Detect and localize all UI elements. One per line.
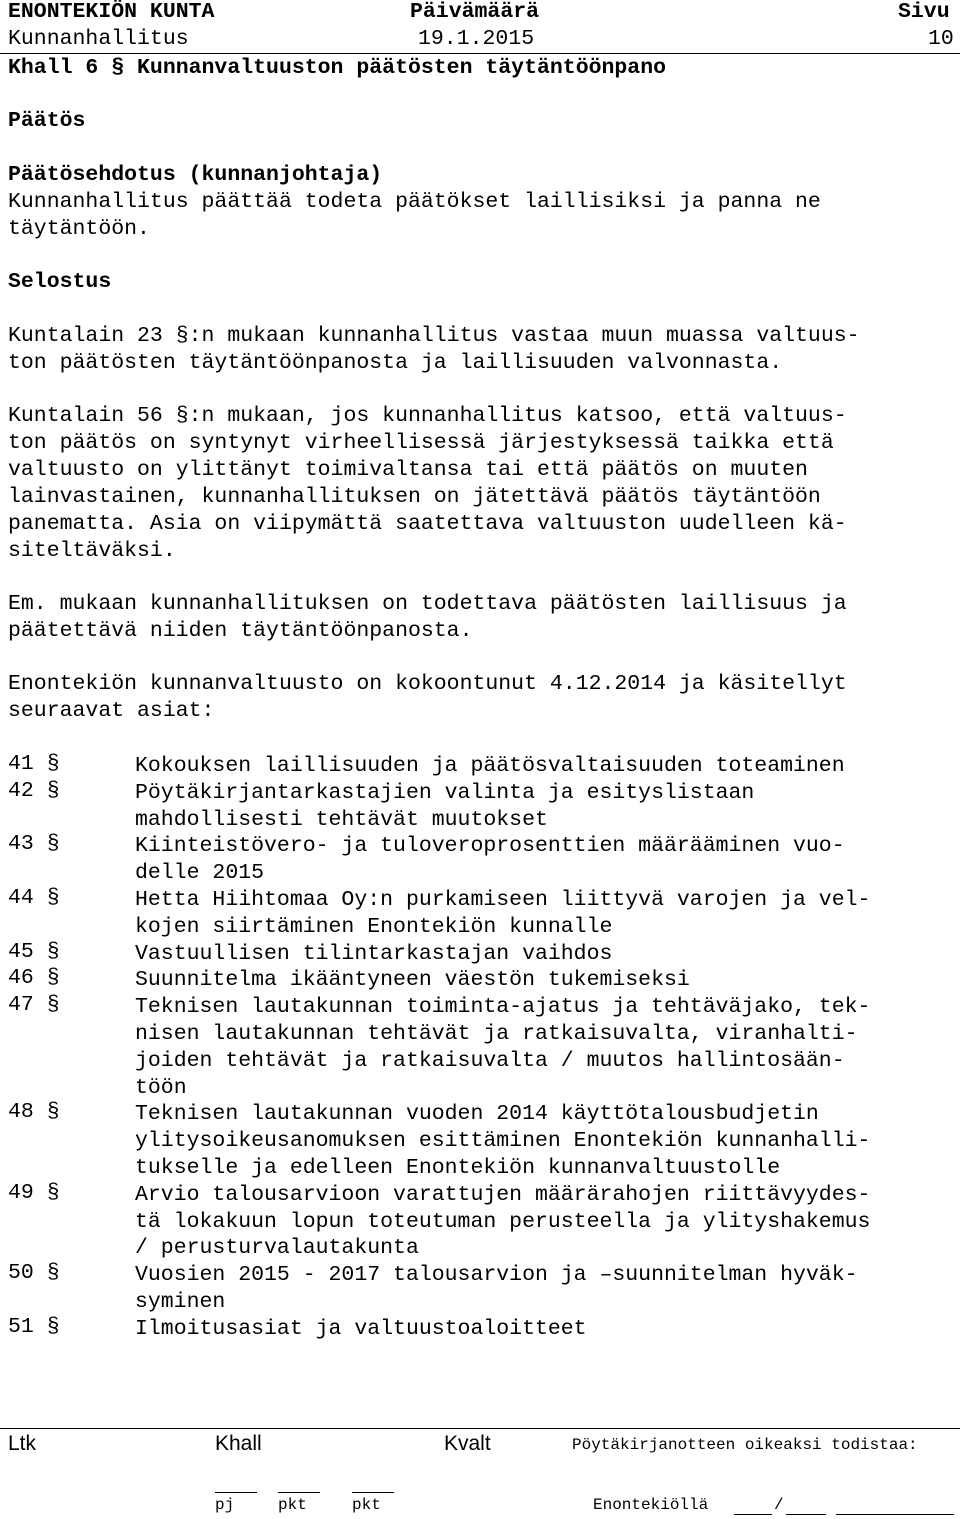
pkt2-blank <box>352 1492 394 1493</box>
proposal-line-1: Kunnanhallitus päättää todeta päätökset laillisiksi ja panna ne <box>8 190 821 214</box>
footer-pkt-1: pkt <box>278 1496 307 1514</box>
para2-line-6: siteltäväksi. <box>8 539 176 563</box>
meeting-date: 19.1.2015 <box>418 27 535 51</box>
pj-blank <box>215 1492 257 1493</box>
agenda-item-line: kojen siirtäminen Enontekiön kunnalle <box>135 914 613 939</box>
agenda-item-title <box>135 941 955 968</box>
agenda-item-number: 48 § <box>8 1100 60 1125</box>
day-blank <box>734 1514 772 1515</box>
agenda-item-title <box>135 967 955 994</box>
agenda-item-line: delle 2015 <box>135 861 265 886</box>
footer-pkt-2: pkt <box>352 1496 381 1514</box>
agenda-item-line: / perusturvalautakunta <box>135 1236 419 1261</box>
agenda-item-line: Ilmoitusasiat ja valtuustoaloitteet <box>135 1316 587 1341</box>
header-rule <box>0 53 960 54</box>
date-label: Päivämäärä <box>410 0 540 24</box>
agenda-item-number: 41 § <box>8 752 60 776</box>
agenda-item-title <box>135 1316 955 1343</box>
agenda-item-line: Kokouksen laillisuuden ja päätösvaltaisuuden toteaminen <box>135 754 845 778</box>
agenda-item-line: joiden tehtävät ja ratkaisuvalta / muutos hallintosään- <box>135 1048 845 1073</box>
agenda-item-line: Vastuullisen tilintarkastajan vaihdos <box>135 941 613 966</box>
para2-line-3: valtuusto on ylittänyt toimivaltansa tai että päätös on muuten <box>8 458 808 482</box>
agenda-item-line: Teknisen lautakunnan vuoden 2014 käyttötalousbudjetin <box>135 1102 819 1127</box>
para3-line-2: päätettävä niiden täytäntöönpanosta. <box>8 619 473 643</box>
agenda-item-number: 44 § <box>8 886 60 910</box>
agenda-item-number: 45 § <box>8 939 60 964</box>
pkt1-blank <box>278 1492 320 1493</box>
agenda-item-number: 47 § <box>8 993 60 1018</box>
agenda-item-title <box>135 833 955 887</box>
page-label: Sivu <box>898 0 950 24</box>
agenda-item-title <box>135 994 955 1101</box>
agenda-item-title <box>135 1262 955 1316</box>
agenda-item-title <box>135 753 955 780</box>
para4-line-1: Enontekiön kunnanvaltuusto on kokoontunut 4.12.2014 ja käsitellyt <box>8 672 847 696</box>
agenda-item-line: tä lokakuun lopun toteutuman perusteella ja ylityshakemus <box>135 1209 871 1234</box>
page-number: 10 <box>928 27 954 51</box>
agenda-item-number: 42 § <box>8 778 60 803</box>
footer-kvalt: Kvalt <box>444 1432 491 1455</box>
agenda-item-title <box>135 1182 955 1262</box>
para2-line-5: panematta. Asia on viipymättä saatettava valtuuston uudelleen kä- <box>8 512 847 536</box>
footer-ltk: Ltk <box>8 1432 37 1455</box>
agenda-item-title <box>135 887 955 941</box>
para1-line-1: Kuntalain 23 §:n mukaan kunnanhallitus vastaa muun muassa valtuus- <box>8 324 860 348</box>
agenda-item-title <box>135 1101 955 1181</box>
para2-line-1: Kuntalain 56 §:n mukaan, jos kunnanhallitus katsoo, että valtuus- <box>8 404 847 428</box>
para2-line-4: lainvastainen, kunnanhallituksen on jätettävä päätös täytäntöön <box>8 485 821 509</box>
agenda-item-number: 51 § <box>8 1314 60 1339</box>
agenda-item-title <box>135 780 955 834</box>
agenda-item-line: Teknisen lautakunnan toiminta-ajatus ja tehtäväjako, tek- <box>135 995 871 1020</box>
agenda-item-line: Vuosien 2015 - 2017 talousarvion ja –suunnitelman hyväk- <box>135 1263 858 1288</box>
agenda-item-line: Suunnitelma ikääntyneen väestön tukemiseksi <box>135 968 690 993</box>
agenda-item-line: syminen <box>135 1289 226 1314</box>
body-name: Kunnanhallitus <box>8 27 189 51</box>
signature-blank <box>836 1514 954 1515</box>
agenda-item-line: Arvio talousarvioon varattujen määrärahojen riittävyydes- <box>135 1182 871 1207</box>
agenda-item-line: Pöytäkirjantarkastajien valinta ja esityslistaan <box>135 780 755 805</box>
agenda-item-line: nisen lautakunnan tehtävät ja ratkaisuvalta, viranhalti- <box>135 1021 858 1046</box>
agenda-item-number: 43 § <box>8 832 60 857</box>
para4-line-2: seuraavat asiat: <box>8 699 215 723</box>
footer-rule <box>0 1428 960 1429</box>
proposal-label: Päätösehdotus (kunnanjohtaja) <box>8 163 383 187</box>
para3-line-1: Em. mukaan kunnanhallituksen on todettava päätösten laillisuus ja <box>8 592 847 616</box>
agenda-item-line: tukselle ja edelleen Enontekiön kunnanvaltuustolle <box>135 1155 781 1180</box>
section-title: Khall 6 § Kunnanvaltuuston päätösten täytäntöönpano <box>8 56 667 80</box>
footer-pj: pj <box>215 1496 235 1514</box>
footer-khall: Khall <box>215 1432 262 1455</box>
municipality-name: ENONTEKIÖN KUNTA <box>8 0 215 24</box>
month-blank <box>786 1514 826 1515</box>
proposal-line-2: täytäntöön. <box>8 217 150 241</box>
agenda-item-line: ylitysoikeusanomuksen esittäminen Enontekiön kunnanhalli- <box>135 1129 871 1154</box>
footer-slash: / <box>774 1496 784 1514</box>
decision-label: Päätös <box>8 109 86 133</box>
agenda-item-line: Hetta Hiihtomaa Oy:n purkamiseen liittyvä varojen ja vel- <box>135 888 871 912</box>
agenda-item-line: töön <box>135 1075 187 1100</box>
report-label: Selostus <box>8 270 112 294</box>
agenda-item-number: 49 § <box>8 1180 60 1205</box>
agenda-item-number: 50 § <box>8 1261 60 1286</box>
para1-line-2: ton päätösten täytäntöönpanosta ja laillisuuden valvonnasta. <box>8 351 783 375</box>
footer-place: Enontekiöllä <box>593 1496 709 1514</box>
agenda-item-line: mahdollisesti tehtävät muutokset <box>135 807 548 832</box>
para2-line-2: ton päätös on syntynyt virheellisessä järjestyksessä taikka että <box>8 431 834 455</box>
agenda-item-line: Kiinteistövero- ja tuloveroprosenttien määrääminen vuo- <box>135 834 845 859</box>
agenda-item-number: 46 § <box>8 966 60 991</box>
certify-text: Pöytäkirjanotteen oikeaksi todistaa: <box>572 1436 918 1454</box>
